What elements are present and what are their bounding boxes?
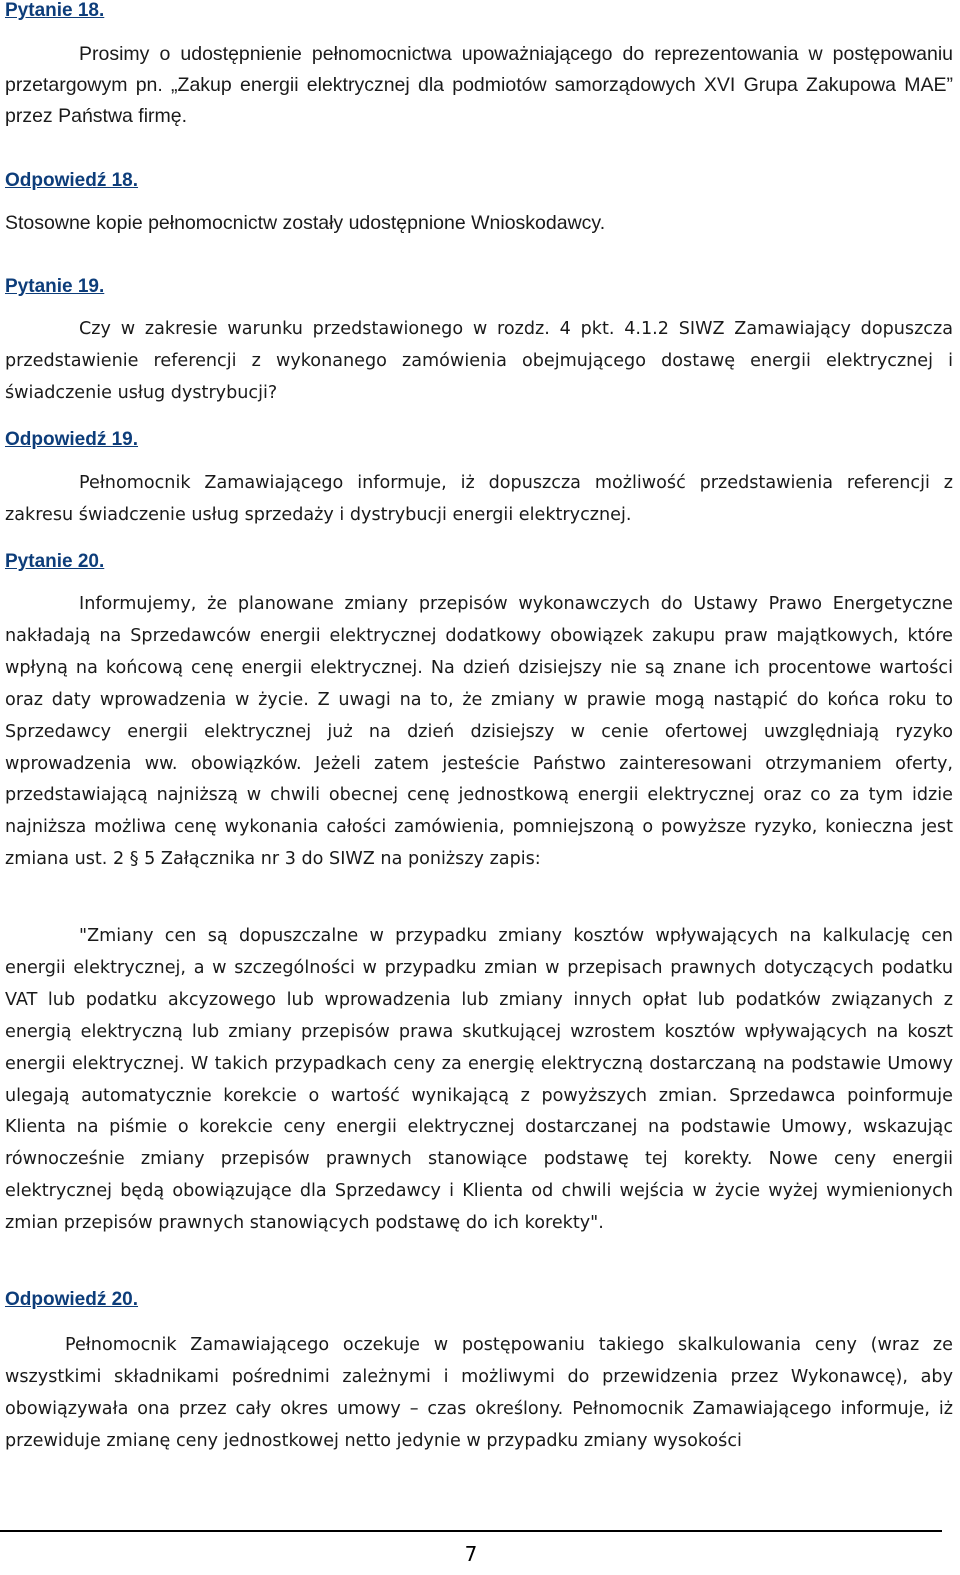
question-20-text: Informujemy, że planowane zmiany przepisów wykonawczych do Ustawy Prawo Energetyczne nakładają na Sprzedawców energii elektrycznej dodatkowy obowiązek zakupu praw majątkowych, które wpłyną na końcową cenę energii elektrycznej. Na dzień dzisiejszy nie są znane ich procentowe wartości oraz daty wprowadzenia w życie. Z uwagi na to, że zmiany w prawie mogą nastąpić do końca roku to Sprzedawcy energii elektrycznej już na dzień dzisiejszy w cenie ofertowej uwzględniają ryzyko wprowadzenia ww. obowiązków. Jeżeli zatem jesteście Państwo zainteresowani otrzymaniem oferty, przedstawiającą najniższą w chwili obecnej cenę jednostkową energii elektrycznej oraz co za tym idzie najniższa możliwa cenę wykonania całości zamówienia, pomniejszoną o powyższe ryzyko, konieczna jest zmiana ust. 2 § 5 Załącznika nr 3 do SIWZ na poniższy zapis: — [5, 594, 953, 870]
answer-20-text: Pełnomocnik Zamawiającego oczekuje w postępowaniu takiego skalkulowania ceny (wraz ze wszystkimi składnikami pośrednimi zależnymi i możliwymi do przewidzenia przez Wykonawcę), aby obowiązywała ona przez cały okres umowy – czas określony. Pełnomocnik Zamawiającego informuje, iż przewiduje zmianę ceny jednostkowej netto jedynie w przypadku zmiany wysokości — [5, 1335, 953, 1451]
answer-18-text: Stosowne kopie pełnomocnictw zostały udostępnione Wnioskodawcy. — [5, 212, 606, 234]
answer-20-heading: Odpowiedź 20. — [5, 1289, 139, 1310]
answer-18-heading: Odpowiedź 18. — [5, 170, 139, 191]
answer-19-heading: Odpowiedź 19. — [5, 429, 139, 450]
footer-rule — [0, 1530, 942, 1532]
page-number: 7 — [464, 1542, 478, 1566]
question-19-heading: Pytanie 19. — [5, 276, 105, 297]
question-19-text: Czy w zakresie warunku przedstawionego w rozdz. 4 pkt. 4.1.2 SIWZ Zamawiający dopuszcza przedstawienie referencji z wykonanego zamówienia obejmującego dostawę energii elektrycznej i świadczenie usług dystrybucji? — [5, 319, 953, 403]
answer-19-text: Pełnomocnik Zamawiającego informuje, iż dopuszcza możliwość przedstawienia referencji z zakresu świadczenie usług sprzedaży i dystrybucji energii elektrycznej. — [5, 473, 953, 525]
question-18-text: Prosimy o udostępnienie pełnomocnictwa upoważniającego do reprezentowania w postępowaniu przetargowym pn. „Zakup energii elektrycznej dla podmiotów samorządowych XVI Grupa Zakupowa MAE” przez Państwa firmę. — [5, 43, 953, 127]
question-18-heading: Pytanie 18. — [5, 0, 105, 21]
question-20-heading: Pytanie 20. — [5, 551, 105, 572]
question-20-quote: "Zmiany cen są dopuszczalne w przypadku zmiany kosztów wpływających na kalkulację cen energii elektrycznej, a w szczególności w przypadku zmian w przepisach prawnych dotyczących podatku VAT lub podatku akcyzowego lub wprowadzenia lub zmiany innych opłat lub podatków związanych z energią elektryczną lub zmiany przepisów prawa skutkującej wzrostem kosztów wpływających na koszt energii elektrycznej. W takich przypadkach ceny za energię elektryczną dostarczaną na podstawie Umowy ulegają automatycznie korekcie o wartość wynikającą z powyższych zmian. Sprzedawca poinformuje Klienta na piśmie o korekcie ceny energii elektrycznej dostarczanej na podstawie Umowy, wskazując równocześnie zmiany przepisów prawnych stanowiące podstawę tej korekty. Nowe ceny energii elektrycznej będą obowiązujące dla Sprzedawcy i Klienta od chwili wejścia w życie wyżej wymienionych zmian przepisów prawnych stanowiących podstawę do ich korekty". — [5, 926, 953, 1234]
